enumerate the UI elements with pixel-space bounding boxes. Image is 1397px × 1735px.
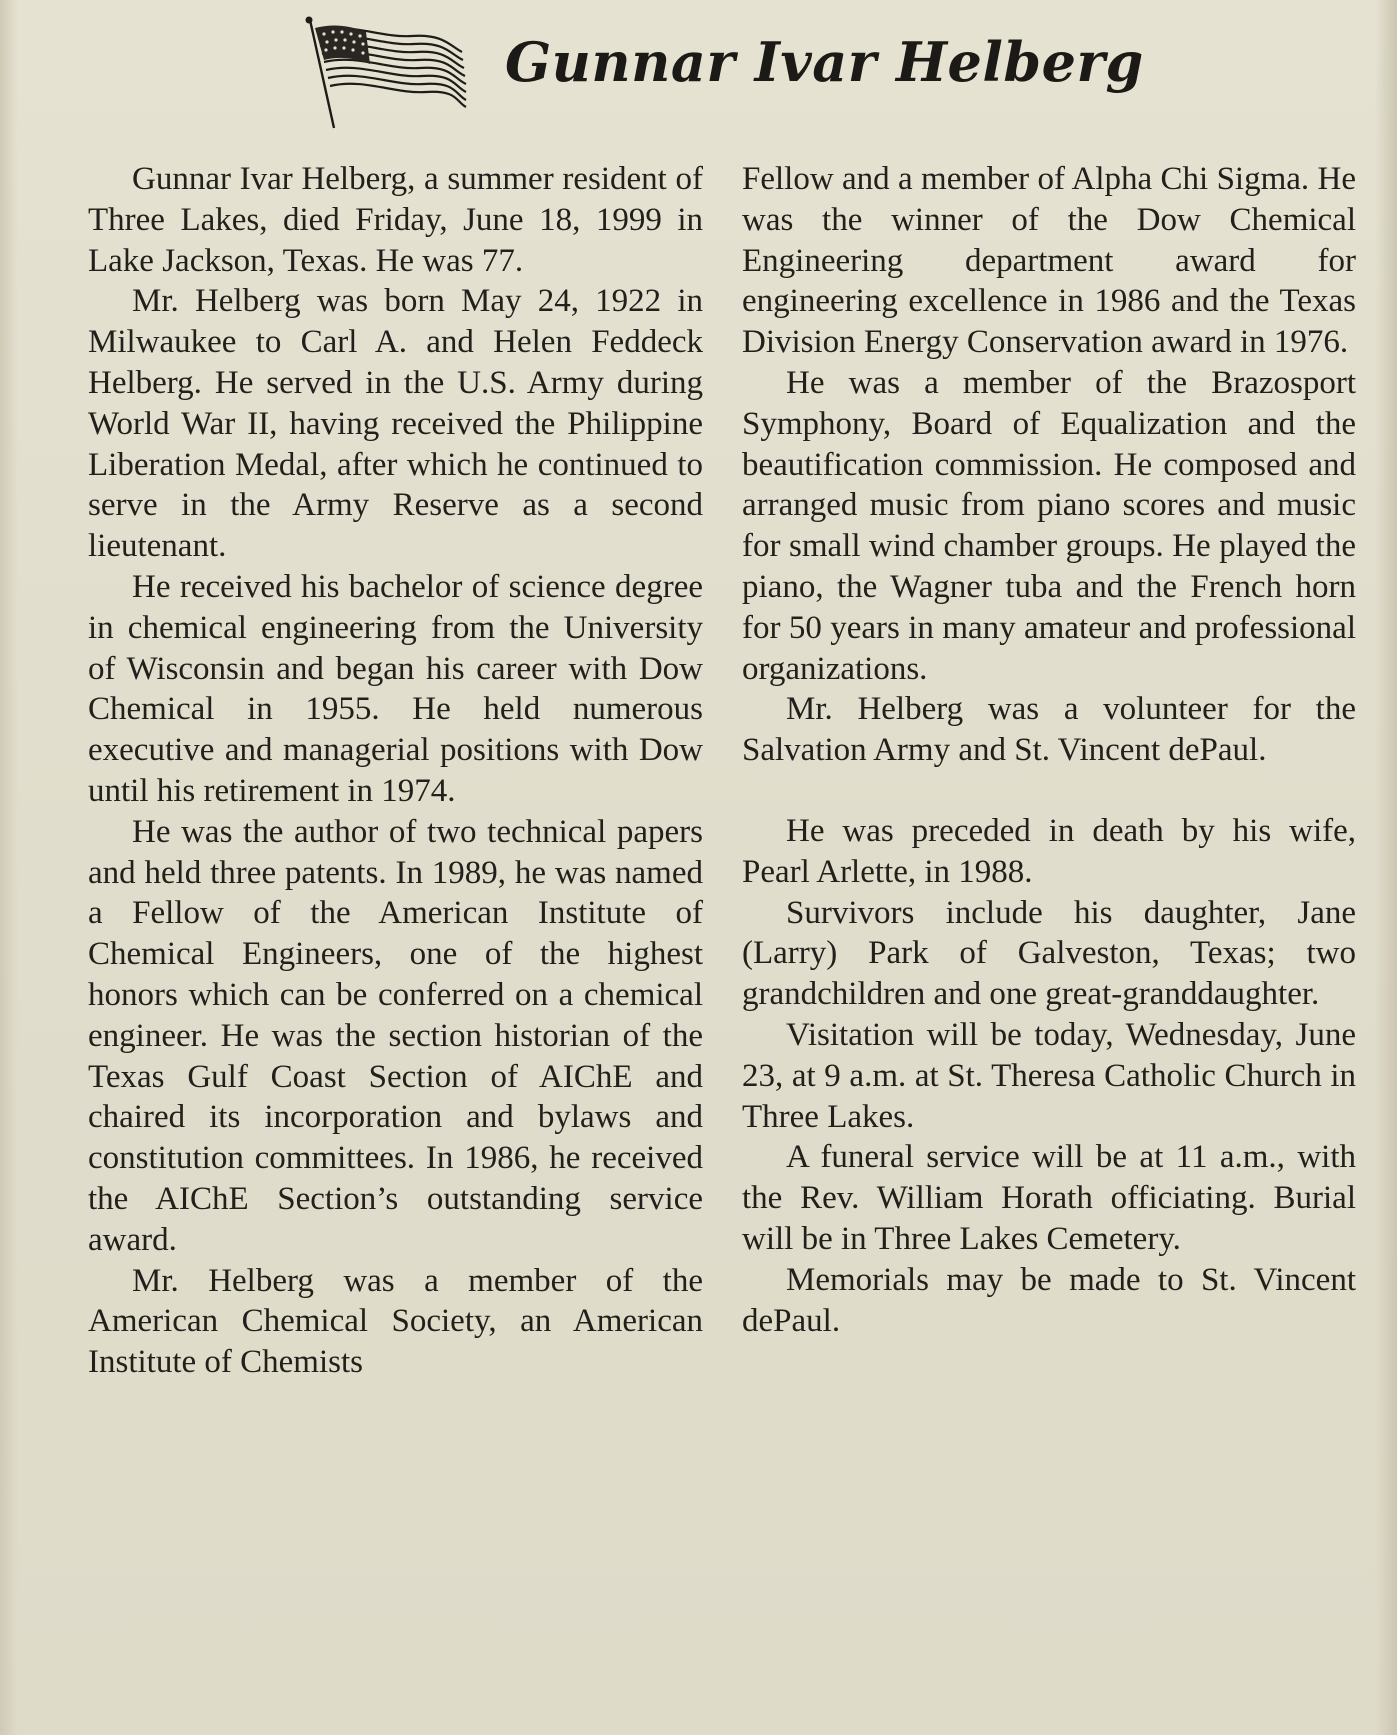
paragraph-birth-and-service: Mr. Helberg was born May 24, 1922 in Milwaukee to Carl A. and Helen Feddeck Helberg. He served in the U.S. Army during World War II, having received the Philippine Liberation Medal, after which he continued to serve in the Army Reserve as a second lieutenant.	[88, 283, 703, 565]
obituary-header	[300, 14, 1200, 134]
paragraph-music: He was a member of the Brazosport Symphony, Board of Equalization and the beautification commission. He composed and arranged music from piano scores and music for small wind chamber groups. He played the piano, the Wagner tuba and the French horn for 50 years in many amateur and professional organizations.	[742, 364, 1356, 687]
paragraph-visitation: Visitation will be today, Wednesday, June 23, at 9 a.m. at St. Theresa Catholic Church in Three Lakes.	[742, 1016, 1356, 1135]
paragraph-volunteer: Mr. Helberg was a volunteer for the Salvation Army and St. Vincent dePaul.	[742, 691, 1356, 769]
paragraph-memberships-continued: Fellow and a member of Alpha Chi Sigma. He was the winner of the Dow Chemical Engineering department award for engineering excellence in 1986 and the Texas Division Energy Conservation award in 1976.	[742, 161, 1356, 361]
paragraph-preceded: He was preceded in death by his wife, Pearl Arlette, in 1988.	[742, 812, 1356, 890]
paragraph-memberships-start: Mr. Helberg was a member of the American Chemical Society, an American Institute of Chemists	[88, 1262, 703, 1381]
left-column	[88, 159, 703, 1383]
right-column	[742, 159, 1356, 1341]
paragraph-survivors: Survivors include his daughter, Jane (Larry) Park of Galveston, Texas; two grandchildren and one great-granddaughter.	[742, 894, 1356, 1013]
american-flag-icon	[300, 16, 470, 131]
paper-edge-left	[0, 0, 18, 1735]
paragraph-memorials: Memorials may be made to St. Vincent dePaul.	[742, 1261, 1356, 1339]
paragraph-funeral: A funeral service will be at 11 a.m., with the Rev. William Horath officiating. Burial will be in Three Lakes Cemetery.	[742, 1139, 1356, 1257]
paragraph-education-career: He received his bachelor of science degree in chemical engineering from the University of Wisconsin and began his career with Dow Chemical in 1955. He held numerous executive and managerial positions with Dow until his retirement in 1974.	[88, 568, 703, 809]
paragraph-death-notice: Gunnar Ivar Helberg, a summer resident of Three Lakes, died Friday, June 18, 1999 in Lake Jackson, Texas. He was 77.	[88, 161, 703, 279]
paragraph-honors: He was the author of two technical papers and held three patents. In 1989, he was named a Fellow of the American Institute of Chemical Engineers, one of the highest honors which can be conferred on a chemical engineer. He was the section historian of the Texas Gulf Coast Section of AIChE and chaired its incorporation and bylaws and constitution committees. In 1986, he received the AIChE Section’s outstanding service award.	[88, 813, 703, 1258]
paper-edge-right	[1375, 0, 1397, 1735]
obituary-title: Gunnar Ivar Helberg	[505, 30, 1144, 94]
